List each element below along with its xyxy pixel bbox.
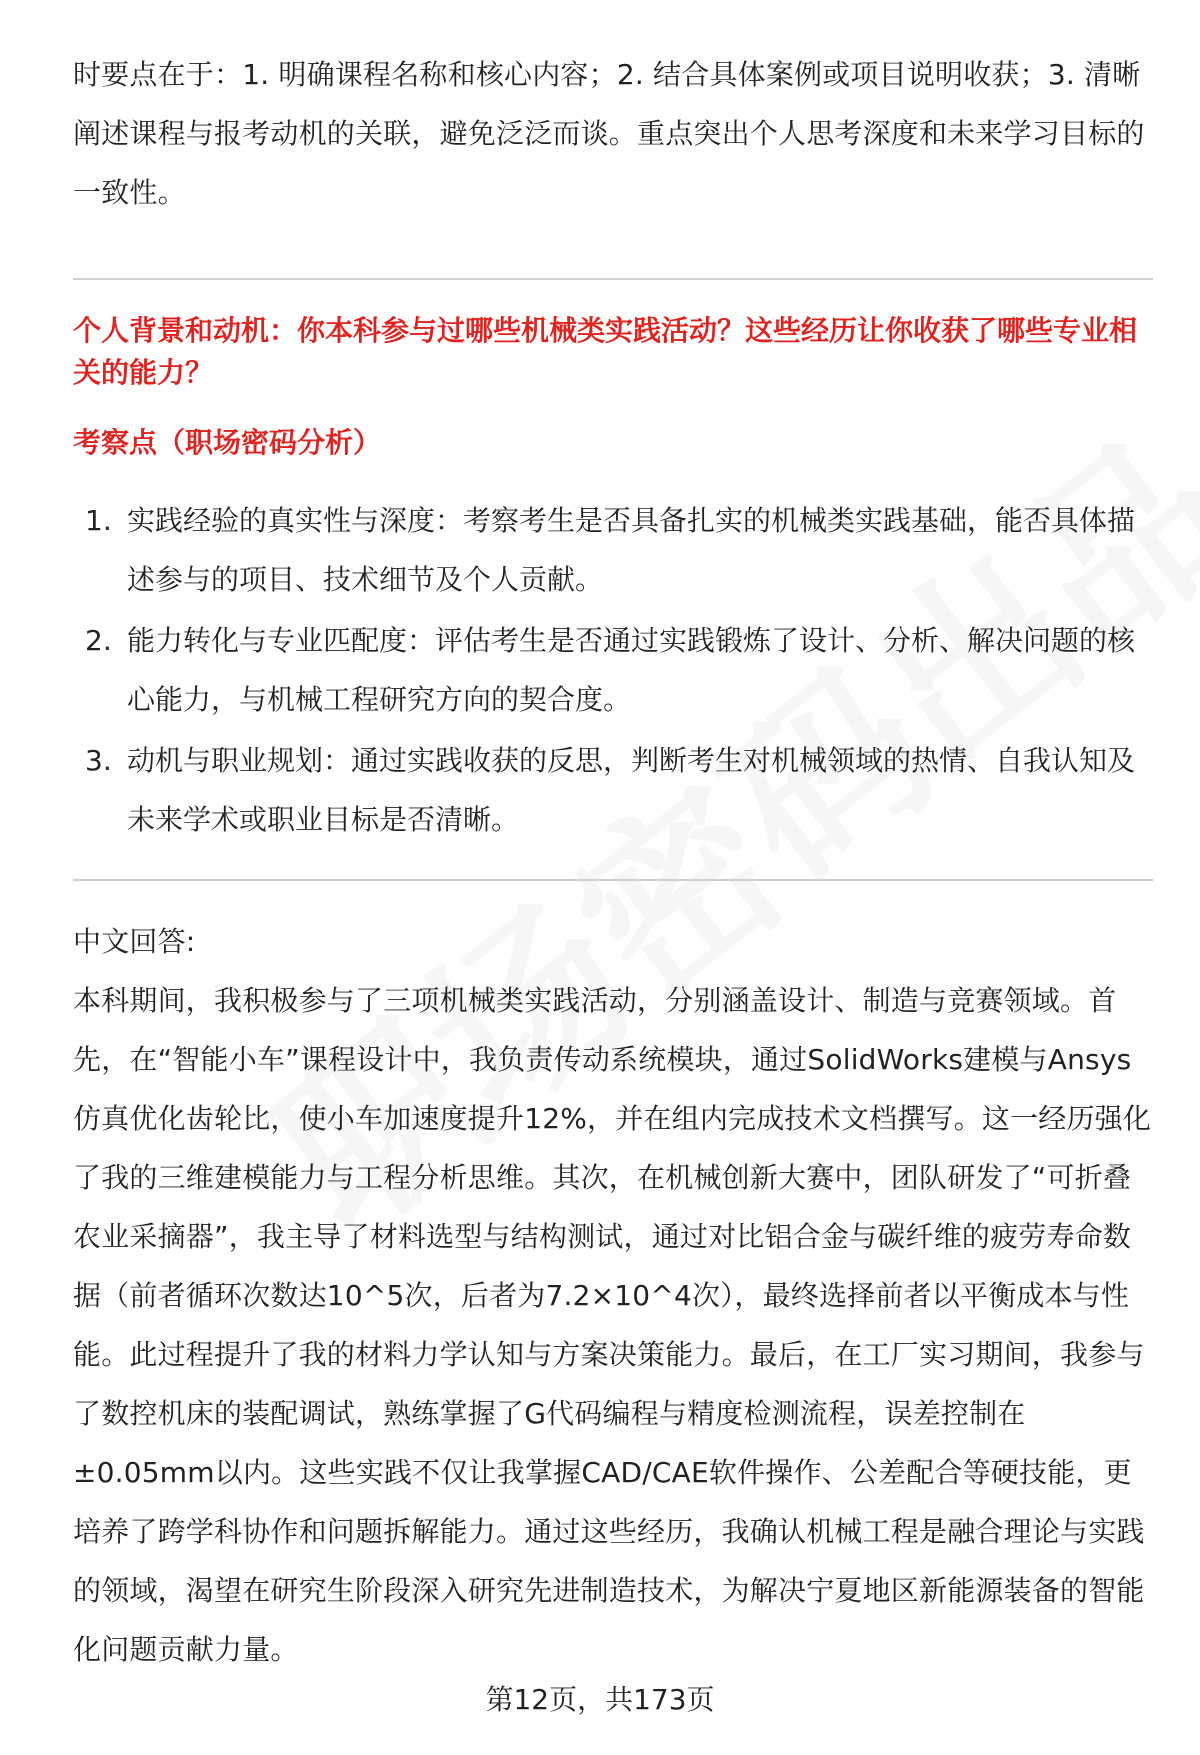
list-item-text: 动机与职业规划：通过实践收获的反思，判断考生对机械领域的热情、自我认知及未来学术或职业目标是否清晰。 [127,744,1136,836]
divider [73,278,1153,280]
list-item [73,491,1153,609]
list-number: 1. [85,504,112,537]
answer-label: 中文回答: [73,925,196,958]
list-number: 2. [85,624,112,657]
list-item [73,611,1153,729]
analysis-list [73,491,1153,851]
list-item [73,731,1153,849]
list-item-text: 能力转化与专业匹配度：评估考生是否通过实践锻炼了设计、分析、解决问题的核心能力，与机械工程研究方向的契合度。 [127,624,1136,716]
list-item-text: 实践经验的真实性与深度：考察考生是否具备扎实的机械类实践基础，能否具体描述参与的项目、技术细节及个人贡献。 [127,504,1136,596]
list-number: 3. [85,744,112,777]
analysis-title: 考察点（职场密码分析） [73,426,382,459]
intro-paragraph: 时要点在于：1. 明确课程名称和核心内容；2. 结合具体案例或项目说明收获；3. 清晰阐述课程与报考动机的关联，避免泛泛而谈。重点突出个人思考深度和未来学习目标的一致性。 [73,58,1145,209]
question-heading: 个人背景和动机：你本科参与过哪些机械类实践活动？这些经历让你收获了哪些专业相关的能力？ [73,314,1138,389]
answer-paragraph: 本科期间，我积极参与了三项机械类实践活动，分别涵盖设计、制造与竞赛领域。首先，在“智能小车”课程设计中，我负责传动系统模块，通过SolidWorks建模与Ansys仿真优化齿轮比，使小车加速度提升12%，并在组内完成技术文档撰写。这一经历强化了我的三维建模能力与工程分析思维。其次，在机械创新大赛中，团队研发了“可折叠农业采摘器”，我主导了材料选型与结构测试，通过对比铝合金与碳纤维的疲劳寿命数据（前者循环次数达10^5次，后者为7.2×10^4次），最终选择前者以平衡成本与性能。此过程提升了我的材料力学认知与方案决策能力。最后，在工厂实习期间，我参与了数控机床的装配调试，熟练掌握了G代码编程与精度检测流程，误差控制在±0.05mm以内。这些实践不仅让我掌握CAD/CAE软件操作、公差配合等硬技能，更培养了跨学科协作和问题拆解能力。通过这些经历，我确认机械工程是融合理论与实践的领域，渴望在研究生阶段深入研究先进制造技术，为解决宁夏地区新能源装备的智能化问题贡献力量。 [73,984,1152,1666]
page-number-footer: 第12页，共173页 [485,1683,715,1716]
divider [73,879,1153,881]
